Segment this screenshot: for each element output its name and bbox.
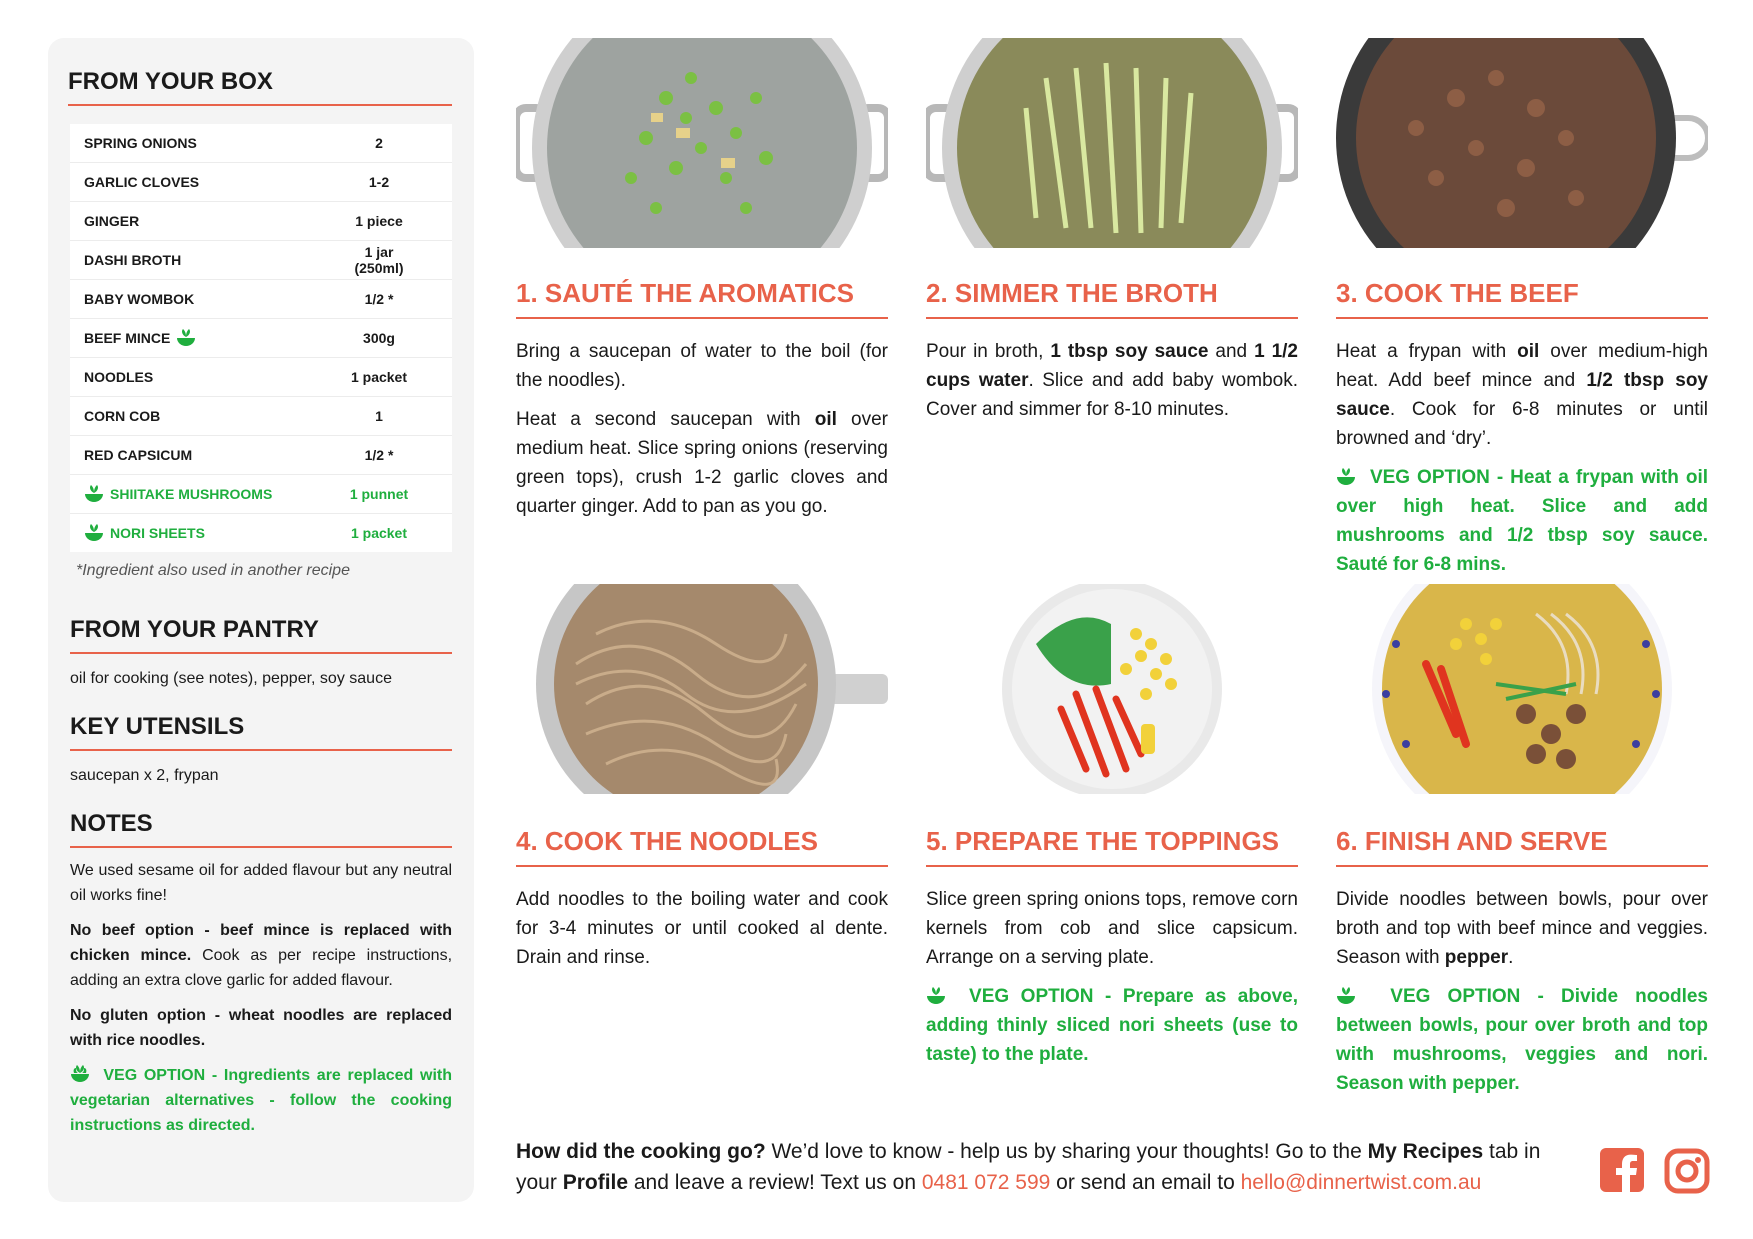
note-no-gluten [70, 1003, 452, 1053]
email-link[interactable]: hello@dinnertwist.com.au [1240, 1171, 1482, 1194]
step-6-title: 6. FINISH AND SERVE [1336, 826, 1708, 867]
ingredient-label: DASHI BROTH [84, 252, 182, 268]
step-3-e: . Cook for 6-8 minutes or until browned and ‘dry’. [1336, 399, 1708, 449]
step-1-p2c: over medium heat. Slice spring onions (reserving green tops), crush 1-2 garlic cloves and quarter ginger. Add to pan as you go. [516, 409, 888, 517]
step-3-c: over medium-high heat. Add beef mince and [1336, 341, 1708, 391]
ingredient-qty: 1 jar (250ml) [354, 244, 404, 276]
ingredient-row [70, 163, 452, 202]
step-6-photo [1336, 584, 1708, 794]
ingredient-row [70, 319, 452, 358]
pantry-text: oil for cooking (see notes), pepper, soy sauce [70, 670, 392, 687]
footer-text-2: tab in your [516, 1140, 1541, 1194]
ingredient-qty: 1 punnet [349, 486, 409, 502]
ingredient-row [70, 124, 452, 163]
from-your-box-title: FROM YOUR BOX [68, 68, 452, 106]
ingredients-table [70, 124, 452, 552]
veg-leaf-bowl-icon [176, 329, 196, 347]
notes-section [70, 810, 452, 1138]
note-no-beef-bold: No beef option - beef mince is replaced with chicken mince. [70, 922, 452, 964]
ingredient-row [70, 280, 452, 319]
ingredient-name [70, 369, 346, 385]
step-2-d: 1 1/2 cups water [926, 341, 1298, 391]
footer-text-4: or send an email to [1050, 1171, 1241, 1194]
ingredient-label: GARLIC CLOVES [84, 174, 200, 190]
step-2-body [926, 337, 1298, 424]
ingredient-row [70, 241, 452, 280]
note-veg [70, 1063, 452, 1138]
note-no-gluten-bold: No gluten option - wheat noodles are replaced with rice noodles. [70, 1007, 452, 1049]
footer-my-recipes: My Recipes [1367, 1140, 1484, 1163]
ingredient-name [70, 447, 346, 463]
step-6-veg-text: VEG OPTION - Divide noodles between bowls, pour over broth and top with mushrooms, veggies and nori. Season with pepper. [1336, 986, 1709, 1094]
step-6-a: Divide noodles between bowls, pour over broth and top with beef mince and veggies. Season with [1336, 889, 1708, 968]
ingredient-name [70, 524, 346, 542]
step-2-b: 1 tbsp soy sauce [1050, 341, 1209, 362]
ingredient-row [70, 475, 452, 514]
veg-leaf-bowl-icon [84, 524, 104, 542]
ingredient-qty: 1/2 * [364, 447, 394, 463]
note-oil: We used sesame oil for added flavour but any neutral oil works fine! [70, 862, 452, 904]
step-3-title: 3. COOK THE BEEF [1336, 278, 1708, 319]
footer-profile: Profile [562, 1171, 629, 1194]
step-4-body [516, 885, 888, 972]
step-5-title: 5. PREPARE THE TOPPINGS [926, 826, 1298, 867]
ingredient-name [70, 135, 346, 151]
ingredient-name [70, 291, 346, 307]
step-4-p1: Add noodles to the boiling water and cook for 3-4 minutes or until cooked al dente. Drain and rinse. [516, 889, 888, 968]
step-2-e: . Slice and add baby wombok. Cover and simmer for 8-10 minutes. [926, 370, 1298, 420]
footer-text-1: We’d love to know - help us by sharing your thoughts! Go to the [765, 1140, 1368, 1163]
step-2-c: and [1208, 341, 1255, 362]
step-6-body [1336, 885, 1708, 1098]
note-veg-text: VEG OPTION - Ingredients are replaced with vegetarian alternatives - follow the cooking instructions as directed. [70, 1067, 453, 1134]
ingredient-name [70, 174, 346, 190]
step-2-photo [926, 38, 1298, 248]
step-4-title: 4. COOK THE NOODLES [516, 826, 888, 867]
ingredients-panel [48, 38, 474, 1202]
ingredient-row [70, 397, 452, 436]
veg-leaf-bowl-icon [926, 985, 946, 1003]
ingredient-label: CORN COB [84, 408, 161, 424]
step-5-body [926, 885, 1298, 1069]
ingredient-row [70, 436, 452, 475]
ingredient-name [70, 252, 346, 268]
ingredient-label: BEEF MINCE [84, 330, 171, 346]
ingredient-name [70, 213, 346, 229]
ingredient-name [70, 408, 346, 424]
step-2-title: 2. SIMMER THE BROTH [926, 278, 1298, 319]
veg-leaf-bowl-icon [84, 485, 104, 503]
ingredient-label: SHIITAKE MUSHROOMS [110, 486, 273, 502]
ingredient-qty: 1 packet [350, 369, 408, 385]
veg-leaf-bowl-icon [70, 1065, 90, 1083]
ingredient-row [70, 202, 452, 241]
phone-link[interactable]: 0481 072 599 [921, 1171, 1051, 1194]
step-1-title: 1. SAUTÉ THE AROMATICS [516, 278, 888, 319]
ingredient-label: NOODLES [84, 369, 154, 385]
step-6-p1 [1336, 885, 1708, 972]
step-1-p2a: Heat a second saucepan with [516, 409, 815, 430]
step-2-p1 [926, 337, 1298, 424]
ingredient-label: BABY WOMBOK [84, 291, 195, 307]
pantry-section [70, 616, 452, 691]
step-5-veg-text: VEG OPTION - Prepare as above, adding thinly sliced nori sheets (use to taste) to the plate. [926, 986, 1298, 1065]
step-3-b: oil [1517, 341, 1540, 362]
step-1-photo [516, 38, 888, 248]
facebook-icon[interactable] [1600, 1148, 1644, 1197]
step-6-b: pepper [1444, 947, 1509, 968]
step-3-veg-text: VEG OPTION - Heat a frypan with oil over high heat. Slice and add mushrooms and 1/2 tbsp soy sauce. Sauté for 6-8 mins. [1336, 467, 1708, 575]
utensils-text: saucepan x 2, frypan [70, 767, 219, 784]
ingredient-qty: 300g [363, 330, 395, 346]
step-4-photo [516, 584, 888, 794]
note-no-beef [70, 918, 452, 993]
ingredient-row [70, 514, 452, 552]
step-1-p2b: oil [814, 409, 837, 430]
step-3-p1 [1336, 337, 1708, 453]
utensils-section [70, 713, 452, 788]
instagram-icon[interactable] [1664, 1148, 1710, 1199]
ingredient-label: RED CAPSICUM [84, 447, 193, 463]
footer-text-3: and leave a review! Text us on [628, 1171, 922, 1194]
step-6-veg [1336, 982, 1708, 1098]
step-1-p1: Bring a saucepan of water to the boil (for the noodles). [516, 341, 888, 391]
step-1-p2 [516, 405, 888, 521]
step-5-veg [926, 982, 1298, 1069]
step-3-d: 1/2 tbsp soy sauce [1336, 370, 1708, 420]
pantry-title: FROM YOUR PANTRY [70, 616, 452, 654]
veg-leaf-bowl-icon [1336, 985, 1356, 1003]
notes-title: NOTES [70, 810, 452, 848]
step-2-a: Pour in broth, [926, 341, 1051, 362]
ingredient-qty: 2 [375, 135, 383, 151]
footnote: *Ingredient also used in another recipe [76, 562, 350, 579]
step-3-photo [1336, 38, 1708, 248]
step-3-veg [1336, 463, 1708, 579]
veg-leaf-bowl-icon [1336, 466, 1356, 484]
ingredient-label: NORI SHEETS [110, 525, 205, 541]
note-no-beef-rest: Cook as per recipe instructions, adding an extra clove garlic for added flavour. [70, 947, 453, 989]
footer-question: How did the cooking go? [516, 1140, 766, 1163]
utensils-title: KEY UTENSILS [70, 713, 452, 751]
ingredient-qty: 1/2 * [364, 291, 394, 307]
ingredient-qty: 1 packet [350, 525, 408, 541]
ingredient-row [70, 358, 452, 397]
ingredient-name [70, 485, 346, 503]
step-5-p1: Slice green spring onions tops, remove corn kernels from cob and slice capsicum. Arrange on a serving plate. [926, 889, 1298, 968]
feedback-footer [516, 1136, 1576, 1198]
step-1-body [516, 337, 888, 521]
step-6-c: . [1508, 947, 1514, 968]
step-5-photo [926, 584, 1298, 794]
step-3-a: Heat a frypan with [1336, 341, 1518, 362]
ingredient-qty: 1 piece [355, 213, 403, 229]
ingredient-label: SPRING ONIONS [84, 135, 197, 151]
ingredient-label: GINGER [84, 213, 140, 229]
step-3-body [1336, 337, 1708, 579]
ingredient-name [70, 329, 346, 347]
ingredient-qty: 1 [375, 408, 383, 424]
ingredient-qty: 1-2 [368, 174, 390, 190]
